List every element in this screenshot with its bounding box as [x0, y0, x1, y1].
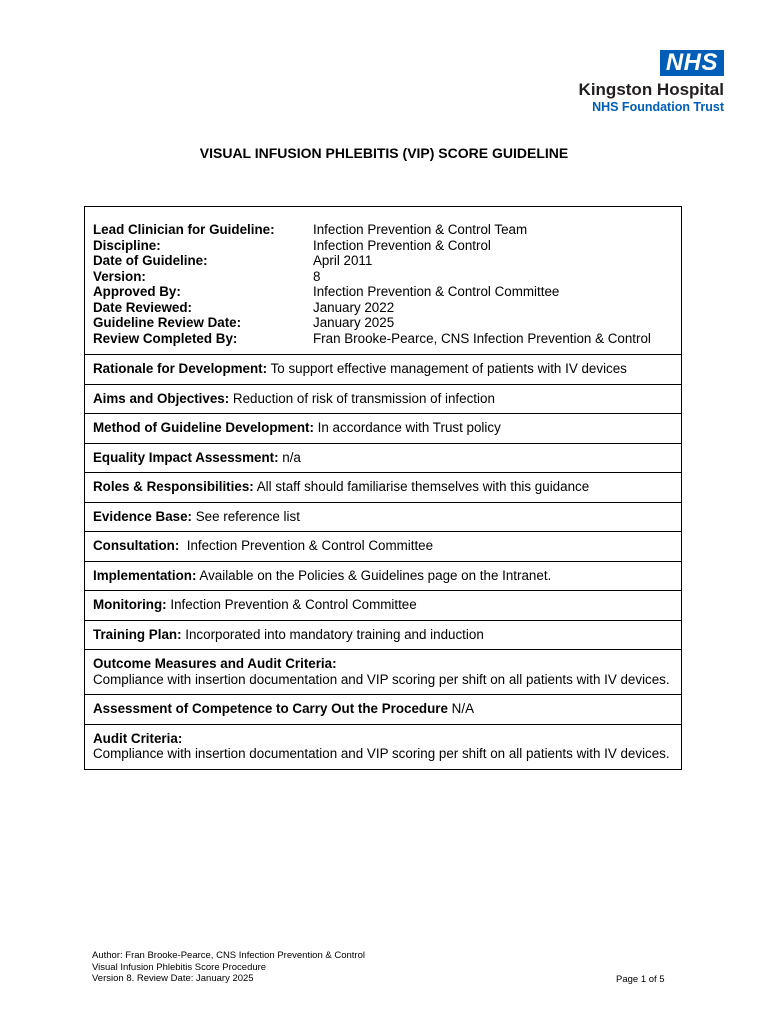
nhs-logo: [579, 50, 724, 114]
meta-version: [93, 269, 673, 285]
meta-lead-clinician: [93, 222, 673, 238]
meta-review-completed-by: [93, 331, 673, 347]
organisation-name: Kingston Hospital: [578, 80, 724, 99]
meta-value: April 2011: [313, 253, 373, 268]
footer-author: Author: Fran Brooke-Pearce, CNS Infection Prevention & Control: [92, 950, 365, 961]
row-label: Aims and Objectives:: [93, 390, 230, 406]
guideline-table: [84, 206, 682, 770]
page-footer: [92, 950, 365, 985]
meta-date-reviewed: [93, 300, 673, 316]
row-label: Method of Guideline Development:: [93, 420, 314, 435]
footer-document-name: Visual Infusion Phlebitis Score Procedure: [92, 961, 267, 973]
meta-value: January 2022: [313, 299, 395, 315]
evidence-row: [85, 502, 682, 532]
meta-label: Review Completed By:: [93, 330, 238, 346]
meta-value: Infection Prevention & Control Team: [313, 222, 528, 237]
row-label: Implementation:: [93, 567, 197, 583]
rationale-row: [85, 355, 682, 385]
competence-row: [85, 695, 682, 725]
method-row: [85, 414, 682, 444]
meta-value: January 2025: [313, 315, 395, 330]
row-label: Roles & Responsibilities:: [93, 479, 254, 494]
meta-value: 8: [313, 268, 321, 284]
roles-row: [85, 473, 682, 503]
row-text: Available on the Policies & Guidelines page on the Intranet.: [196, 567, 552, 583]
meta-date-of-guideline: [93, 253, 673, 269]
row-label: Monitoring:: [93, 597, 167, 612]
implementation-row: [85, 561, 682, 591]
meta-discipline: [93, 238, 673, 254]
aims-row: [85, 384, 682, 414]
meta-label: Date Reviewed:: [93, 299, 192, 315]
monitoring-row: [85, 591, 682, 621]
meta-review-date: [93, 315, 673, 331]
row-text: Compliance with insertion documentation and VIP scoring per shift on all patients with IV devices.: [93, 671, 670, 687]
meta-value: Infection Prevention & Control: [313, 237, 491, 253]
row-text: Incorporated into mandatory training and induction: [181, 626, 484, 642]
meta-value: Infection Prevention & Control Committee: [313, 284, 560, 299]
row-text: In accordance with Trust policy: [313, 420, 501, 435]
meta-label: Guideline Review Date:: [93, 315, 242, 330]
row-text: Reduction of risk of transmission of infection: [229, 390, 495, 406]
consultation-row: [85, 532, 682, 562]
metadata-cell: [85, 207, 682, 355]
meta-label: Version:: [93, 268, 146, 284]
meta-value: Fran Brooke-Pearce, CNS Infection Prevention & Control: [313, 330, 651, 346]
row-label: Outcome Measures and Audit Criteria:: [93, 656, 337, 671]
row-label: Training Plan:: [93, 626, 182, 642]
row-text: Infection Prevention & Control Committee: [179, 538, 434, 553]
equality-row: [85, 443, 682, 473]
meta-label: Approved By:: [93, 284, 181, 299]
nhs-badge: NHS: [660, 50, 724, 76]
row-text: N/A: [447, 701, 474, 716]
audit-row: [85, 724, 682, 769]
row-text: Compliance with insertion documentation and VIP scoring per shift on all patients with IV devices.: [93, 746, 670, 761]
meta-approved-by: [93, 284, 673, 300]
row-label: Equality Impact Assessment:: [93, 449, 279, 465]
row-label: Audit Criteria:: [93, 730, 183, 746]
row-text: All staff should familiarise themselves with this guidance: [253, 479, 590, 494]
document-title: VISUAL INFUSION PHLEBITIS (VIP) SCORE GUIDELINE: [199, 145, 569, 161]
training-row: [85, 620, 682, 650]
row-label: Consultation:: [93, 538, 180, 553]
page-number: Page 1 of 5: [616, 974, 665, 985]
footer-version: Version 8. Review Date: January 2025: [92, 973, 254, 984]
meta-label: Lead Clinician for Guideline:: [93, 222, 275, 237]
row-text: To support effective management of patients with IV devices: [267, 361, 627, 376]
row-text: Infection Prevention & Control Committee: [166, 597, 417, 612]
outcome-row: [85, 650, 682, 695]
meta-label: Discipline:: [93, 237, 161, 253]
row-text: n/a: [278, 449, 301, 465]
meta-label: Date of Guideline:: [93, 253, 208, 268]
row-label: Rationale for Development:: [93, 361, 268, 376]
row-text: See reference list: [192, 508, 300, 524]
row-label: Assessment of Competence to Carry Out the Procedure: [93, 701, 448, 716]
row-label: Evidence Base:: [93, 508, 192, 524]
metadata-row: [85, 207, 682, 355]
organisation-trust: NHS Foundation Trust: [592, 100, 724, 114]
